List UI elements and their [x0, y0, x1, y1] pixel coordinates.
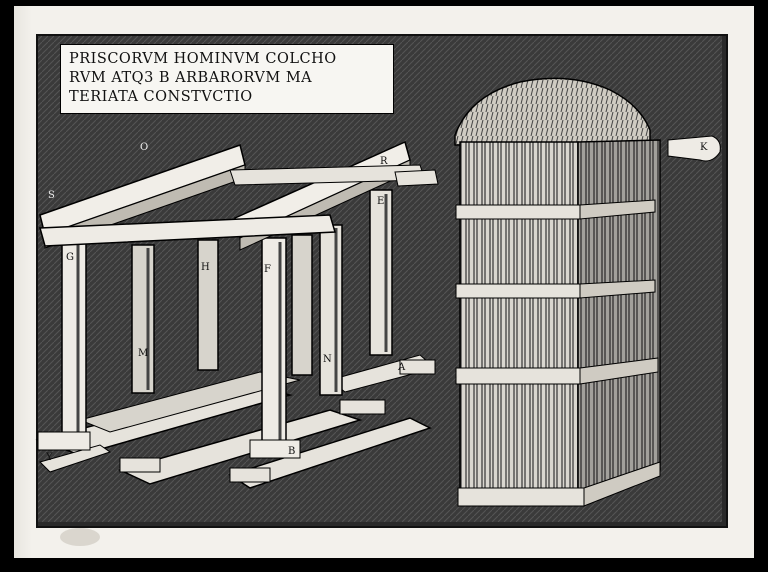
- title-line-1: PRISCORVM HOMINVM COLCHO: [69, 51, 337, 67]
- label-r: R: [380, 156, 388, 167]
- label-m: M: [138, 348, 149, 359]
- title-line-3: TERIATA CONSTVCTIO: [69, 89, 253, 105]
- label-k: K: [700, 142, 708, 153]
- label-a: A: [398, 362, 406, 373]
- label-e: E: [377, 196, 385, 207]
- paper-stain: [60, 528, 100, 546]
- label-o: O: [140, 142, 149, 153]
- label-y: Y: [46, 452, 53, 463]
- title-cartouche: [60, 44, 394, 114]
- label-g: G: [66, 252, 74, 263]
- label-n: N: [323, 354, 332, 365]
- label-b: B: [288, 446, 296, 457]
- label-h: H: [201, 262, 210, 273]
- label-s: S: [48, 190, 55, 201]
- label-f: F: [264, 264, 271, 275]
- title-line-2: RVM ATQ3 B ARBARORVM MA: [69, 70, 313, 86]
